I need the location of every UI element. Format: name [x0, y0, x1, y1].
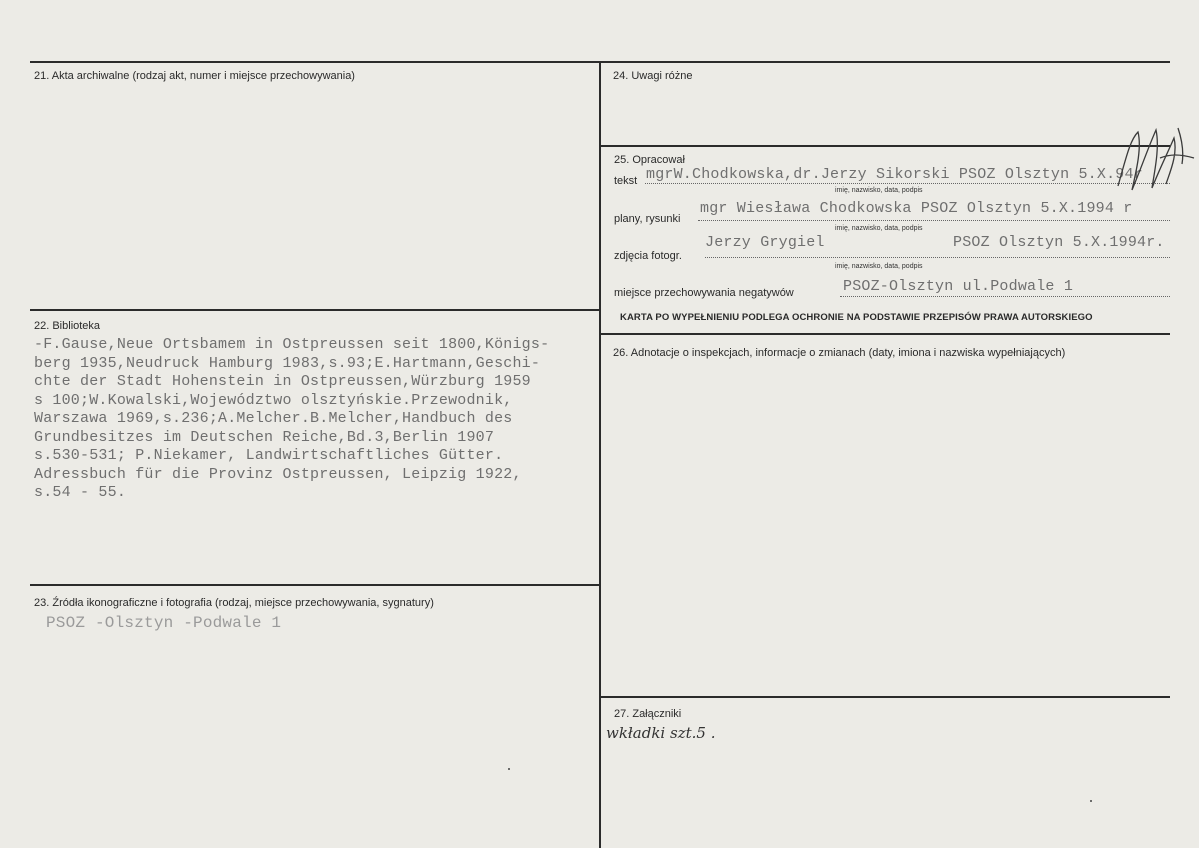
bibliography-line: s.54 - 55. — [34, 484, 127, 501]
copyright-note: KARTA PO WYPEŁNIENIU PODLEGA OCHRONIE NA PODSTAWIE PRZEPISÓW PRAWA AUTORSKIEGO — [620, 312, 1093, 323]
tekst-caption: imię, nazwisko, data, podpis — [835, 187, 923, 194]
section-22-label: 22. Biblioteka — [34, 320, 101, 332]
plany-value: mgr Wiesława Chodkowska PSOZ Olsztyn 5.X.1994 r — [700, 200, 1133, 217]
miejsce-dotted-line — [840, 296, 1170, 297]
tekst-label: tekst — [614, 175, 638, 187]
rule-right-26 — [600, 333, 1170, 335]
paper-speck — [508, 768, 510, 770]
bibliography-line: Warszawa 1969,s.236;A.Melcher.B.Melcher,Handbuch des — [34, 410, 513, 427]
zdjecia-dotted-line — [705, 257, 1170, 258]
rule-right-25 — [600, 145, 1170, 147]
zdjecia-place: PSOZ Olsztyn 5.X.1994r. — [953, 234, 1165, 251]
handwritten-signature — [1108, 118, 1198, 198]
plany-dotted-line — [698, 220, 1170, 221]
section-21-label: 21. Akta archiwalne (rodzaj akt, numer i miejsce przechowywania) — [34, 70, 355, 82]
section-27-handwritten-value: wkładki szt.5 . — [606, 724, 716, 742]
paper-speck — [1090, 800, 1092, 802]
bibliography-line: berg 1935,Neudruck Hamburg 1983,s.93;E.Hartmann,Geschi- — [34, 354, 541, 372]
bibliography-line: s 100;W.Kowalski,Województwo olsztyńskie.Przewodnik, — [34, 391, 513, 409]
section-24-label: 24. Uwagi różne — [613, 70, 693, 82]
plany-caption: imię, nazwisko, data, podpis — [835, 225, 923, 232]
section-27-label: 27. Załączniki — [614, 708, 682, 720]
center-divider — [599, 61, 601, 848]
bibliography-line: s.530-531; P.Niekamer, Landwirtschaftliches Gütter. — [34, 447, 504, 464]
zdjecia-name: Jerzy Grygiel — [705, 234, 825, 251]
bibliography-text — [34, 336, 549, 503]
plany-label: plany, rysunki — [614, 213, 681, 225]
bibliography-line: -F.Gause,Neue Ortsbamem in Ostpreussen seit 1800,Königs- — [34, 336, 550, 353]
section-23-value: PSOZ -Olsztyn -Podwale 1 — [46, 614, 282, 632]
tekst-dotted-line — [645, 183, 1170, 184]
rule-left-22 — [30, 309, 600, 311]
bibliography-line: Adressbuch für die Provinz Ostpreussen, Leipzig 1922, — [34, 465, 522, 483]
tekst-value: mgrW.Chodkowska,dr.Jerzy Sikorski PSOZ Olsztyn 5.X.94r — [646, 166, 1143, 183]
bibliography-line: Grundbesitzes im Deutschen Reiche,Bd.3,Berlin 1907 — [34, 428, 495, 446]
section-26-label: 26. Adnotacje o inspekcjach, informacje o zmianach (daty, imiona i nazwiska wypełniających) — [613, 347, 1066, 359]
zdjecia-label: zdjęcia fotogr. — [614, 250, 682, 262]
section-23-label: 23. Źródła ikonograficzne i fotografia (rodzaj, miejsce przechowywania, sygnatury) — [34, 597, 434, 609]
zdjecia-caption: imię, nazwisko, data, podpis — [835, 263, 923, 270]
miejsce-value: PSOZ-Olsztyn ul.Podwale 1 — [843, 278, 1074, 295]
section-25-label: 25. Opracował — [614, 154, 685, 166]
miejsce-label: miejsce przechowywania negatywów — [614, 287, 794, 299]
bibliography-line: chte der Stadt Hohenstein in Ostpreussen,Würzburg 1959 — [34, 373, 531, 390]
rule-left-23 — [30, 584, 600, 586]
rule-right-27 — [600, 696, 1170, 698]
